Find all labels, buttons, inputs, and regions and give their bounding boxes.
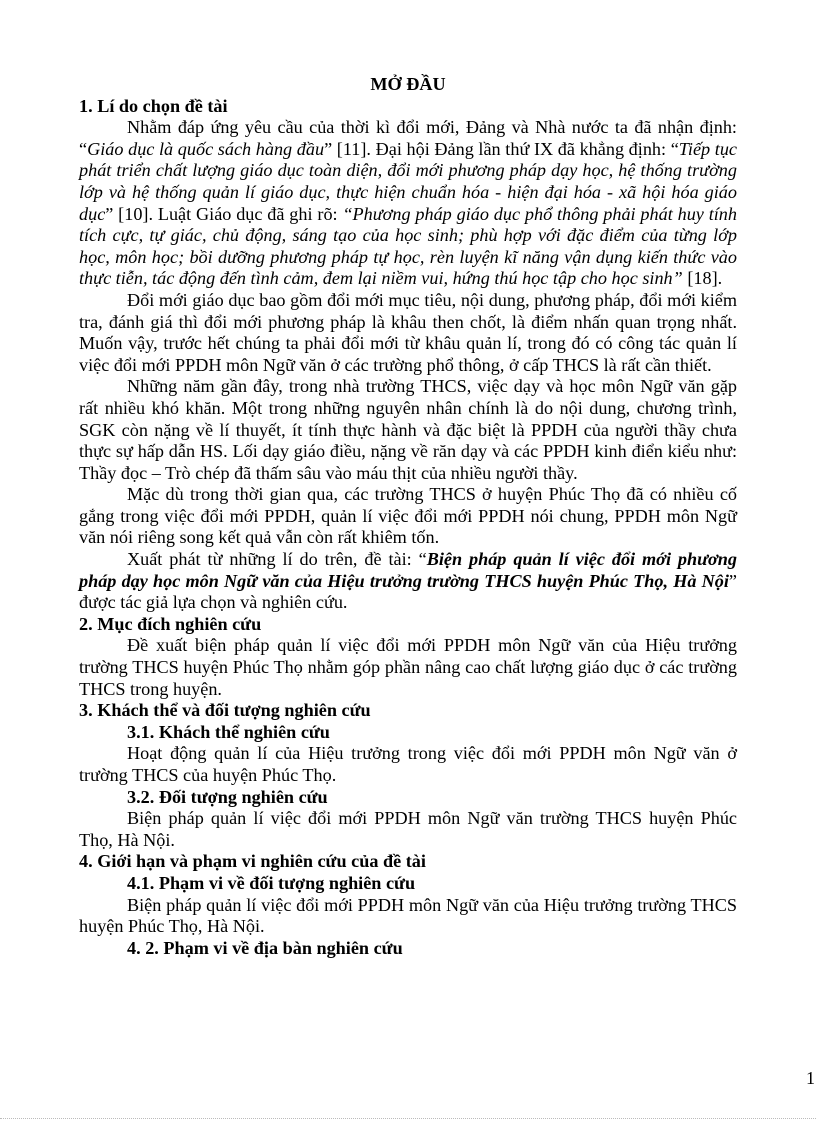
section-4-2-heading: 4. 2. Phạm vi về địa bàn nghiên cứu bbox=[127, 937, 403, 958]
section-3-1-heading: 3.1. Khách thể nghiên cứu bbox=[127, 721, 330, 742]
section-1-paragraph-4: Mặc dù trong thời gian qua, các trường THCS ở huyện Phúc Thọ đã có nhiều cố gắng trong việc đổi mới PPDH, quản lí việc đổi mới PPDH nói chung, PPDH môn Ngữ văn nói riêng song kết quả vẫn còn rất khiêm tốn. bbox=[79, 484, 737, 548]
section-1-heading: 1. Lí do chọn đề tài bbox=[79, 95, 228, 116]
section-4-1-paragraph: Biện pháp quản lí việc đổi mới PPDH môn Ngữ văn của Hiệu trưởng trường THCS huyện Phúc Thọ, Hà Nội. bbox=[79, 894, 737, 937]
document-page bbox=[79, 74, 737, 959]
page-bottom-divider bbox=[0, 1118, 816, 1119]
section-3-1-paragraph: Hoạt động quản lí của Hiệu trưởng trong việc đổi mới PPDH môn Ngữ văn ở trường THCS của huyện Phúc Thọ. bbox=[79, 743, 737, 785]
section-3-heading: 3. Khách thể và đối tượng nghiên cứu bbox=[79, 700, 371, 721]
page-number: 1 bbox=[806, 1068, 815, 1088]
section-4-1-heading: 4.1. Phạm vi về đối tượng nghiên cứu bbox=[127, 872, 416, 893]
section-2-paragraph-1: Đề xuất biện pháp quản lí việc đổi mới PPDH môn Ngữ văn của Hiệu trưởng trường THCS huyện Phúc Thọ nhằm góp phần nâng cao chất lượng giáo dục ở các trường THCS trong huyện. bbox=[79, 635, 737, 699]
section-3-2-heading: 3.2. Đối tượng nghiên cứu bbox=[127, 786, 328, 807]
section-1-paragraph-3: Những năm gần đây, trong nhà trường THCS, việc dạy và học môn Ngữ văn gặp rất nhiều khó khăn. Một trong những nguyên nhân chính là do nội dung, chương trình, SGK còn nặng về lí thuyết, ít tính thực hành và đặc biệt là PPDH của người thầy chưa thực sự hấp dẫn HS. Lối dạy giáo điều, nặng về răn dạy và các PPDH kinh điển kiểu như: Thầy đọc – Trò chép đã thấm sâu vào máu thịt của nhiều người thầy. bbox=[79, 376, 737, 483]
section-2-heading: 2. Mục đích nghiên cứu bbox=[79, 613, 262, 634]
section-1-paragraph-1: Nhằm đáp ứng yêu cầu của thời kì đổi mới, Đảng và Nhà nước ta đã nhận định: “Giáo dục là quốc sách hàng đầu” [11]. Đại hội Đảng lần thứ IX đã khẳng định: “Tiếp tục phát triển chất lượng giáo dục toàn diện, đổi mới phương pháp dạy học, hệ thống trường lớp và hệ thống quản lí giáo dục, thực hiện chuẩn hóa - hiện đại hóa - xã hội hóa giáo dục” [10]. Luật Giáo dục đã ghi rõ: “Phương pháp giáo dục phổ thông phải phát huy tính tích cực, tự giác, chủ động, sáng tạo của học sinh; phù hợp với đặc điểm của từng lớp học, môn học; bồi dưỡng phương pháp tự học, rèn luyện kĩ năng vận dụng kiến thức vào thực tiễn, tác động đến tình cảm, đem lại niềm vui, hứng thú học tập cho học sinh” [18]. bbox=[79, 117, 737, 289]
section-1-paragraph-5: Xuất phát từ những lí do trên, đề tài: “Biện pháp quản lí việc đổi mới phương pháp dạy học môn Ngữ văn của Hiệu trưởng trường THCS huyện Phúc Thọ, Hà Nội” được tác giả lựa chọn và nghiên cứu. bbox=[79, 549, 737, 613]
section-4-heading: 4. Giới hạn và phạm vi nghiên cứu của đề tài bbox=[79, 851, 426, 872]
section-1-paragraph-2: Đổi mới giáo dục bao gồm đổi mới mục tiêu, nội dung, phương pháp, đổi mới kiểm tra, đánh giá thì đổi mới phương pháp là khâu then chốt, là điểm nhấn quan trọng nhất. Muốn vậy, trước hết chúng ta phải đổi mới từ khâu quản lí, trong đó có công tác quản lí việc đổi mới PPDH môn Ngữ văn ở các trường phổ thông, ở cấp THCS là rất cần thiết. bbox=[79, 289, 737, 375]
page-title: MỞ ĐẦU bbox=[370, 74, 446, 94]
section-3-2-paragraph: Biện pháp quản lí việc đổi mới PPDH môn Ngữ văn trường THCS huyện Phúc Thọ, Hà Nội. bbox=[79, 808, 737, 850]
